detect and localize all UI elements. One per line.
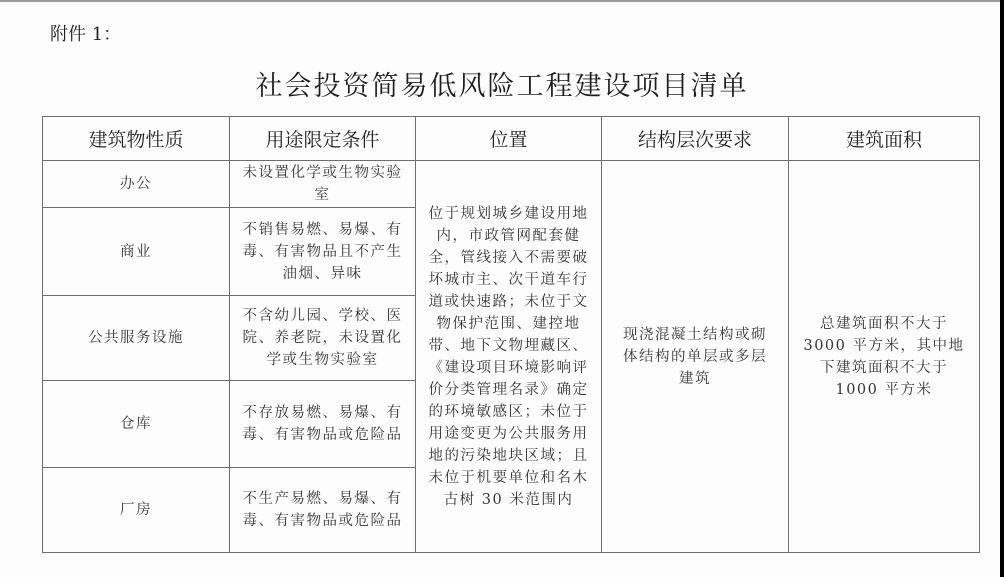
table-row (43, 161, 980, 208)
cell-usage-restriction: 未设置化学或生物实验室 (230, 161, 416, 208)
project-list-table (42, 116, 980, 553)
scan-top-edge (0, 0, 1004, 2)
cell-usage-restriction: 不含幼儿园、学校、医院、养老院，未设置化学或生物实验室 (230, 296, 416, 381)
cell-structure: 现浇混凝土结构或砌体结构的单层或多层建筑 (602, 161, 789, 553)
header-area: 建筑面积 (789, 117, 980, 161)
cell-usage-restriction: 不销售易燃、易爆、有毒、有害物品且不产生油烟、异味 (230, 208, 416, 296)
table-header-row (43, 117, 980, 161)
header-building-type: 建筑物性质 (43, 117, 230, 161)
cell-building-type: 厂房 (43, 468, 230, 553)
header-location: 位置 (416, 117, 602, 161)
header-structure: 结构层次要求 (602, 117, 789, 161)
page-title: 社会投资简易低风险工程建设项目清单 (255, 71, 749, 102)
cell-area: 总建筑面积不大于 3000 平方米，其中地下建筑面积不大于 1000 平方米 (789, 161, 980, 553)
cell-usage-restriction: 不生产易燃、易爆、有毒、有害物品或危险品 (230, 468, 416, 553)
cell-building-type: 办公 (43, 161, 230, 208)
cell-location: 位于规划城乡建设用地内，市政管网配套健全，管线接入不需要破坏城市主、次干道车行道或快速路；未位于文物保护范围、建控地带、地下文物埋藏区、《建设项目环境影响评价分类管理名录》确定的环境敏感区；未位于用途变更为公共服务用地的污染地块区域；且未位于机要单位和名木古树 30 米范围内 (416, 161, 602, 553)
cell-building-type: 仓库 (43, 381, 230, 468)
attachment-label: 附件 1： (50, 24, 122, 45)
header-usage-restriction: 用途限定条件 (230, 117, 416, 161)
cell-building-type: 公共服务设施 (43, 296, 230, 381)
cell-usage-restriction: 不存放易燃、易爆、有毒、有害物品或危险品 (230, 381, 416, 468)
cell-building-type: 商业 (43, 208, 230, 296)
